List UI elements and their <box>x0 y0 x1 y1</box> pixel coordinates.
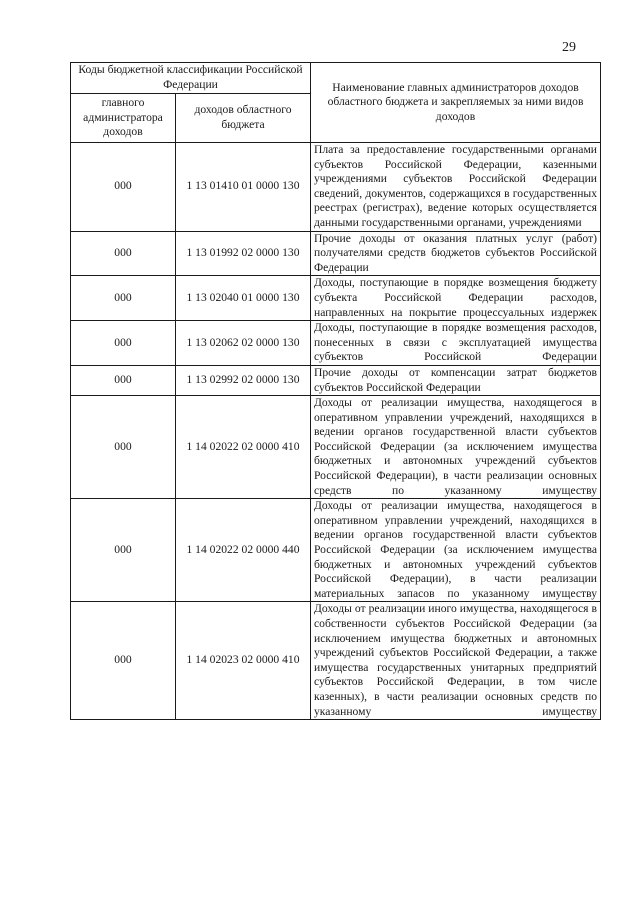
header-administrator-name: Наименование главных администраторов доходов областного бюджета и закрепляемых за ними видов доходов <box>311 63 601 143</box>
budget-classification-table <box>70 62 601 720</box>
revenue-code-cell: 1 13 02040 01 0000 130 <box>176 276 311 321</box>
page-number: 29 <box>562 40 576 55</box>
revenue-code-cell: 1 13 01410 01 0000 130 <box>176 143 311 232</box>
revenue-code-cell: 1 13 01992 02 0000 130 <box>176 231 311 276</box>
revenue-code-cell: 1 14 02023 02 0000 410 <box>176 602 311 720</box>
table-row <box>71 143 601 232</box>
table-header <box>71 63 601 143</box>
admin-code-cell: 000 <box>71 499 176 602</box>
revenue-code-cell: 1 13 02992 02 0000 130 <box>176 365 311 395</box>
revenue-name-cell: Доходы, поступающие в порядке возмещения расходов, понесенных в связи с эксплуатацией имущества субъектов Российской Федерации <box>311 321 601 366</box>
admin-code-cell: 000 <box>71 321 176 366</box>
table-row <box>71 602 601 720</box>
revenue-name-cell: Доходы от реализации имущества, находящегося в оперативном управлении учреждений, находящихся в ведении органов государственной власти субъектов Российской Федерации (за исключением имущества бюджетных и автономных учреждений субъектов Российской Федерации), в части реализации материальных запасов по указанному имуществу <box>311 499 601 602</box>
table-body <box>71 143 601 720</box>
admin-code-cell: 000 <box>71 276 176 321</box>
revenue-name-cell: Прочие доходы от оказания платных услуг (работ) получателями средств бюджетов субъектов Российской Федерации <box>311 231 601 276</box>
revenue-name-cell: Плата за предоставление государственными органами субъектов Российской Федерации, казенными учреждениями субъектов Российской Федерации сведений, документов, содержащихся в государственных реестрах (регистрах), ведение которых осуществляется данными государственными органами, учреждениями <box>311 143 601 232</box>
table-row <box>71 276 601 321</box>
admin-code-cell: 000 <box>71 365 176 395</box>
revenue-name-cell: Доходы, поступающие в порядке возмещения бюджету субъекта Российской Федерации расходов, направленных на покрытие процессуальных издержек <box>311 276 601 321</box>
revenue-name-cell: Доходы от реализации иного имущества, находящегося в собственности субъектов Российской Федерации (за исключением имущества бюджетных и автономных учреждений субъектов Российской Федерации, а также имущества государственных унитарных предприятий субъектов Российской Федерации, в том числе казенных), в части реализации основных средств по указанному имуществу <box>311 602 601 720</box>
table-row <box>71 321 601 366</box>
revenue-name-cell: Доходы от реализации имущества, находящегося в оперативном управлении учреждений, находящихся в ведении органов государственной власти субъектов Российской Федерации (за исключением имущества бюджетных и автономных учреждений субъектов Российской Федерации), в части реализации основных средств по указанному имуществу <box>311 396 601 499</box>
admin-code-cell: 000 <box>71 602 176 720</box>
table-row <box>71 499 601 602</box>
revenue-name-cell: Прочие доходы от компенсации затрат бюджетов субъектов Российской Федерации <box>311 365 601 395</box>
admin-code-cell: 000 <box>71 231 176 276</box>
table-row <box>71 231 601 276</box>
revenue-code-cell: 1 13 02062 02 0000 130 <box>176 321 311 366</box>
header-revenue-code: доходов областного бюджета <box>176 94 311 143</box>
admin-code-cell: 000 <box>71 143 176 232</box>
header-admin-code: главного администратора доходов <box>71 94 176 143</box>
header-classification-codes: Коды бюджетной классификации Российской Федерации <box>71 63 311 94</box>
revenue-code-cell: 1 14 02022 02 0000 440 <box>176 499 311 602</box>
table-row <box>71 396 601 499</box>
admin-code-cell: 000 <box>71 396 176 499</box>
revenue-code-cell: 1 14 02022 02 0000 410 <box>176 396 311 499</box>
table-row <box>71 365 601 395</box>
